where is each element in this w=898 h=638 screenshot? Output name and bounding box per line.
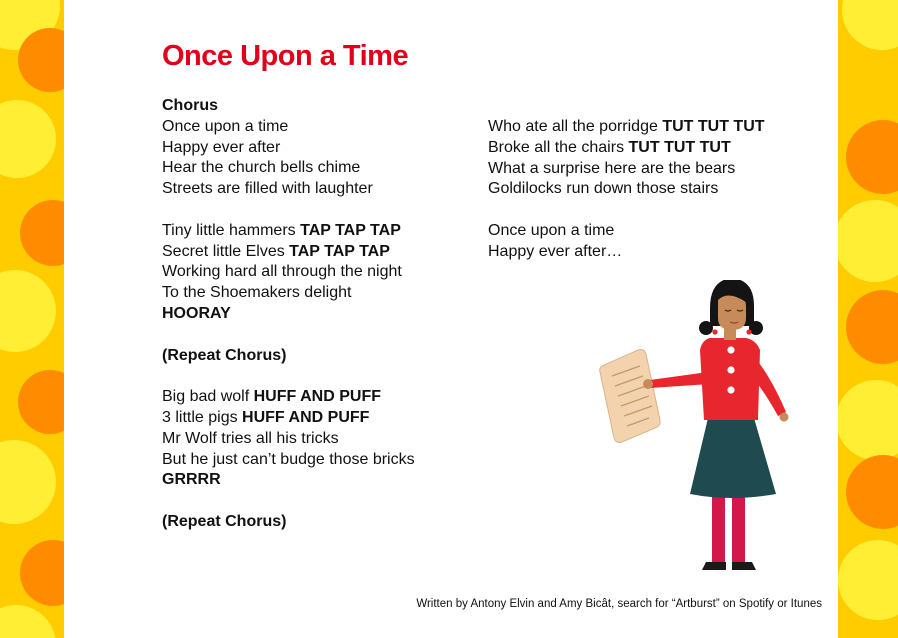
lyric-text: Mr Wolf tries all his tricks bbox=[162, 429, 339, 447]
lyrics-page bbox=[64, 0, 838, 638]
lyric-line bbox=[488, 221, 808, 242]
stanza-gap bbox=[162, 491, 462, 512]
lyric-text: Streets are filled with laughter bbox=[162, 180, 373, 198]
lyric-emphasis: HUFF AND PUFF bbox=[242, 408, 370, 426]
lyric-text: Secret little Elves bbox=[162, 242, 290, 260]
lyric-line bbox=[162, 242, 462, 263]
earring-left bbox=[712, 329, 717, 334]
lyric-text: Big bad wolf bbox=[162, 388, 254, 406]
lyric-line bbox=[162, 512, 462, 533]
lyric-line bbox=[162, 429, 462, 450]
lyric-text: Who ate all the porridge bbox=[488, 118, 663, 135]
coat-button bbox=[727, 366, 734, 373]
lyric-line bbox=[488, 138, 808, 159]
right-hand bbox=[780, 413, 789, 422]
lyrics-right-column bbox=[488, 117, 808, 263]
lyric-text: 3 little pigs bbox=[162, 408, 243, 426]
lyric-line bbox=[162, 138, 462, 159]
stanza-gap bbox=[162, 366, 462, 387]
left-arm bbox=[650, 372, 710, 388]
skirt bbox=[690, 418, 776, 498]
lyric-line bbox=[162, 283, 462, 304]
lyric-text: Working hard all through the night bbox=[162, 263, 402, 281]
lyric-line bbox=[488, 179, 808, 200]
lyric-text: To the Shoemakers delight bbox=[162, 284, 352, 302]
lyric-line bbox=[162, 96, 462, 117]
lyric-line bbox=[162, 158, 462, 179]
left-shoe bbox=[702, 562, 726, 570]
hair-bun-left bbox=[699, 321, 713, 335]
right-decorative-border bbox=[838, 0, 898, 638]
lyric-emphasis: HOORAY bbox=[162, 304, 231, 322]
lyric-text: Hear the church bells chime bbox=[162, 159, 361, 177]
lyric-emphasis: TAP TAP TAP bbox=[300, 221, 401, 239]
credits-footer: Written by Antony Elvin and Amy Bicât, search for “Artburst” on Spotify or Itunes bbox=[416, 598, 822, 610]
lyric-line bbox=[162, 221, 462, 242]
lyric-line bbox=[162, 470, 462, 491]
lyric-emphasis: HUFF AND PUFF bbox=[253, 388, 381, 406]
left-hand bbox=[643, 379, 653, 389]
lyric-emphasis: (Repeat Chorus) bbox=[162, 346, 287, 364]
stanza-gap bbox=[488, 200, 808, 221]
lyric-emphasis: GRRRR bbox=[162, 471, 221, 489]
lyric-emphasis: TUT TUT TUT bbox=[628, 138, 731, 156]
stanza-gap bbox=[162, 200, 462, 221]
lyric-line bbox=[162, 117, 462, 138]
lyric-line bbox=[162, 179, 462, 200]
lyric-line bbox=[162, 450, 462, 471]
lyric-text: Tiny little hammers bbox=[162, 221, 301, 239]
lyric-line bbox=[488, 159, 808, 180]
lyrics-left-column bbox=[162, 96, 462, 533]
left-decorative-border bbox=[0, 0, 64, 638]
earring-right bbox=[746, 329, 751, 334]
lyric-text: Goldilocks run down those stairs bbox=[488, 180, 719, 198]
lyric-line bbox=[162, 304, 462, 325]
lyric-line bbox=[162, 408, 462, 429]
coat-button bbox=[727, 346, 734, 353]
lyric-line bbox=[162, 387, 462, 408]
lyric-text: Once upon a time bbox=[488, 221, 615, 239]
lyric-line bbox=[488, 242, 808, 263]
lyric-text: Once upon a time bbox=[162, 117, 289, 135]
coat-button bbox=[727, 386, 734, 393]
lyric-emphasis: (Repeat Chorus) bbox=[162, 512, 287, 530]
stanza-gap bbox=[162, 325, 462, 346]
lyric-text: Happy ever after… bbox=[488, 242, 623, 260]
lyric-text: Broke all the chairs bbox=[488, 138, 629, 156]
lyric-emphasis: TUT TUT TUT bbox=[662, 118, 765, 135]
lyric-line bbox=[162, 262, 462, 283]
right-shoe bbox=[732, 562, 756, 570]
lyric-line bbox=[488, 117, 808, 138]
lyric-text: Happy ever after bbox=[162, 138, 281, 156]
lyric-text: What a surprise here are the bears bbox=[488, 159, 736, 177]
girl-with-scroll-illustration bbox=[598, 280, 808, 585]
page-title: Once Upon a Time bbox=[162, 40, 409, 72]
lyric-emphasis: Chorus bbox=[162, 97, 218, 114]
lyric-line bbox=[162, 346, 462, 367]
lyric-emphasis: TAP TAP TAP bbox=[289, 242, 390, 260]
lyric-text: But he just can’t budge those bricks bbox=[162, 450, 415, 468]
scroll-illustration bbox=[600, 350, 660, 443]
